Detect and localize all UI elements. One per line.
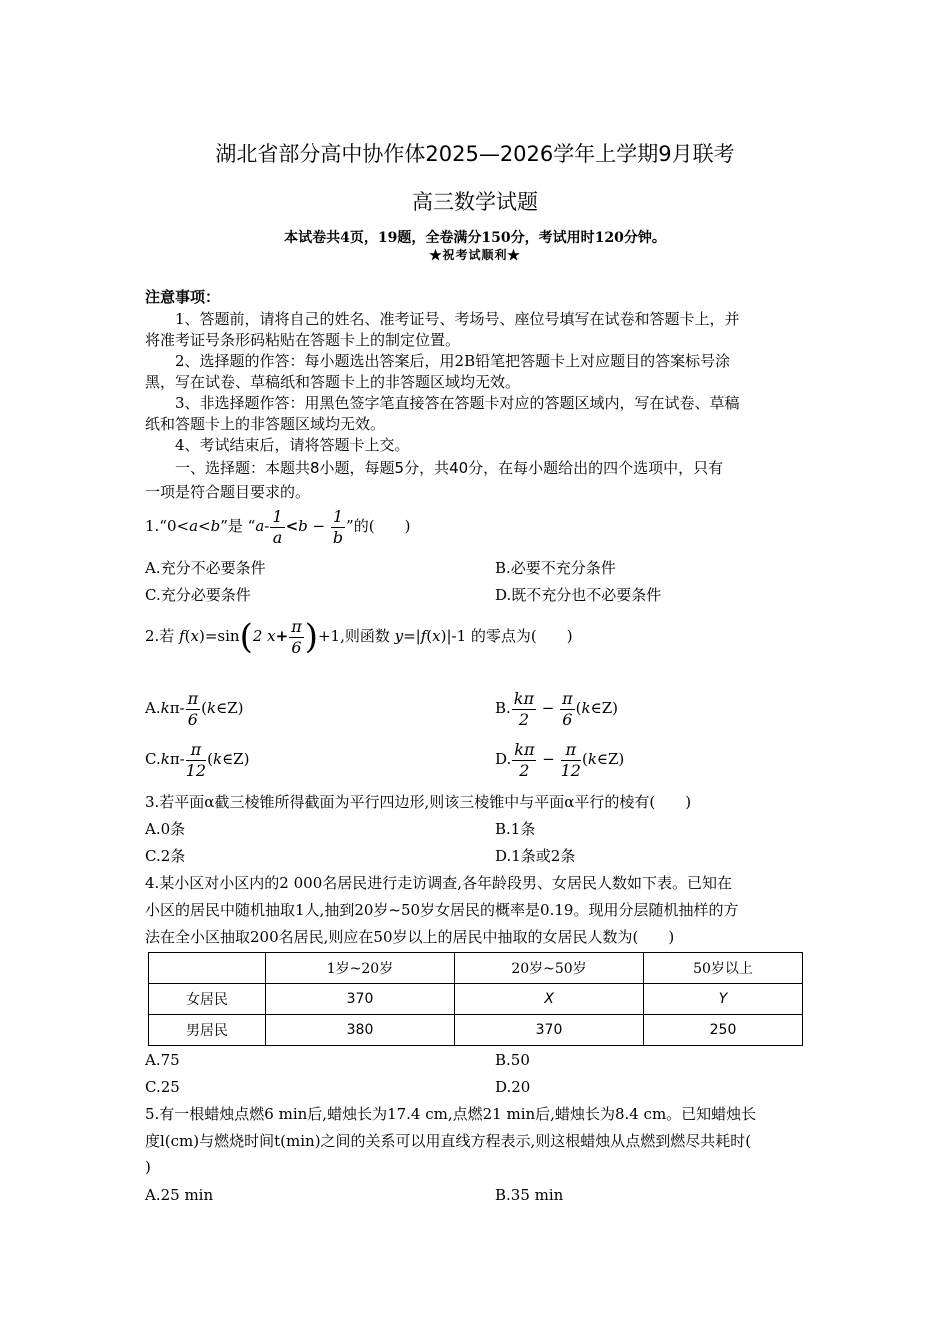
q4-option-c: C.25 [145,1078,180,1096]
q4-line3: 法在全小区抽取200名居民,则应在50岁以上的居民中抽取的女居民人数为( ) [145,928,675,946]
q5-option-a: A.25 min [145,1186,214,1204]
q3-option-c: C.2条 [145,847,186,865]
note-3b: 纸和答题卡上的非答题区域均无效。 [145,415,386,433]
q3-option-b: B.1条 [495,820,536,838]
q2-option-c: C.kπ- $\frac{\pi}{12}$ (k∈Z) [145,739,250,780]
q4-option-a: A.75 [145,1051,180,1069]
table-cell: 男居民 [149,1015,266,1046]
q3-option-d: D.1条或2条 [495,847,576,865]
q1-stem: 1.“0<a<b”是 “a- $\frac{1}{a}$ <b − $\frac{1}{b}$ ”的( ) [145,506,411,547]
q5-line1: 5.有一根蜡烛点燃6 min后,蜡烛长为17.4 cm,点燃21 min后,蜡烛长为8.4 cm。已知蜡烛长 [145,1105,757,1123]
q2-option-a: A.kπ- $\frac{\pi}{6}$ (k∈Z) [145,688,244,729]
exam-info: 本试卷共4页，19题，全卷满分150分，考试用时120分钟。 [284,230,666,246]
q5-option-b: B.35 min [495,1186,564,1204]
q4-data-table [148,952,803,1046]
table-cell: X [455,984,644,1015]
q2-option-b: B. $\frac{k\pi}{2}$ − $\frac{\pi}{6}$ (k∈Z) [495,688,618,729]
q4-line2: 小区的居民中随机抽取1人,抽到20岁~50岁女居民的概率是0.19。现用分层随机抽样的方 [145,901,739,919]
q3-stem: 3.若平面α截三棱锥所得截面为平行四边形,则该三棱锥中与平面α平行的棱有( ) [145,793,692,811]
section1-line1: 一、选择题：本题共8小题，每题5分，共40分，在每小题给出的四个选项中，只有 [175,459,724,477]
q5-line3: ) [145,1158,151,1176]
table-cell: 380 [266,1015,455,1046]
exam-subtitle: 高三数学试题 [412,190,538,214]
table-header-cell [149,953,266,984]
notes-heading: 注意事项： [145,288,221,306]
table-cell: 370 [455,1015,644,1046]
exam-wish: ★祝考试顺利★ [429,248,521,262]
q1-option-c: C.充分必要条件 [145,586,251,604]
table-cell: 女居民 [149,984,266,1015]
q2-option-d: D. $\frac{k\pi}{2}$ − $\frac{\pi}{12}$ (k∈Z) [495,739,625,780]
note-2a: 2、选择题的作答：每小题选出答案后，用2B铅笔把答题卡上对应题目的答案标号涂 [175,352,731,370]
q1-option-b: B.必要不充分条件 [495,559,616,577]
note-2b: 黑，写在试卷、草稿纸和答题卡上的非答题区域均无效。 [145,373,521,391]
q4-option-d: D.20 [495,1078,531,1096]
q4-line1: 4.某小区对小区内的2 000名居民进行走访调查,各年龄段男、女居民人数如下表。已知在 [145,874,733,892]
table-header-cell: 1岁~20岁 [266,953,455,984]
q3-option-a: A.0条 [145,820,186,838]
note-3a: 3、非选择题作答：用黑色签字笔直接答在答题卡对应的答题区域内，写在试卷、草稿 [175,394,740,412]
q1-option-d: D.既不充分也不必要条件 [495,586,662,604]
table-header-cell: 20岁~50岁 [455,953,644,984]
q1-option-a: A.充分不必要条件 [145,559,266,577]
table-cell: 370 [266,984,455,1015]
table-cell: 250 [644,1015,803,1046]
table-row [149,1015,803,1046]
q4-option-b: B.50 [495,1051,530,1069]
section1-line2: 一项是符合题目要求的。 [145,483,311,501]
table-row [149,984,803,1015]
note-1b: 将准考证号条形码粘贴在答题卡上的制定位置。 [145,331,461,349]
note-4: 4、考试结束后，请将答题卡上交。 [175,436,410,454]
table-header-cell: 50岁以上 [644,953,803,984]
table-header-row [149,953,803,984]
note-1a: 1、答题前，请将自己的姓名、准考证号、考场号、座位号填写在试卷和答题卡上，并 [175,310,740,328]
table-cell: Y [644,984,803,1015]
q2-stem: 2.若 f(x)=sin(2 x+ $\frac{\pi}{6}$ )+1,则函数 y=|f(x)|-1 的零点为( ) [145,616,573,657]
q5-line2: 度l(cm)与燃烧时间t(min)之间的关系可以用直线方程表示,则这根蜡烛从点燃到燃尽共耗时( [145,1132,752,1150]
exam-title: 湖北省部分高中协作体2025—2026学年上学期9月联考 [215,142,735,166]
